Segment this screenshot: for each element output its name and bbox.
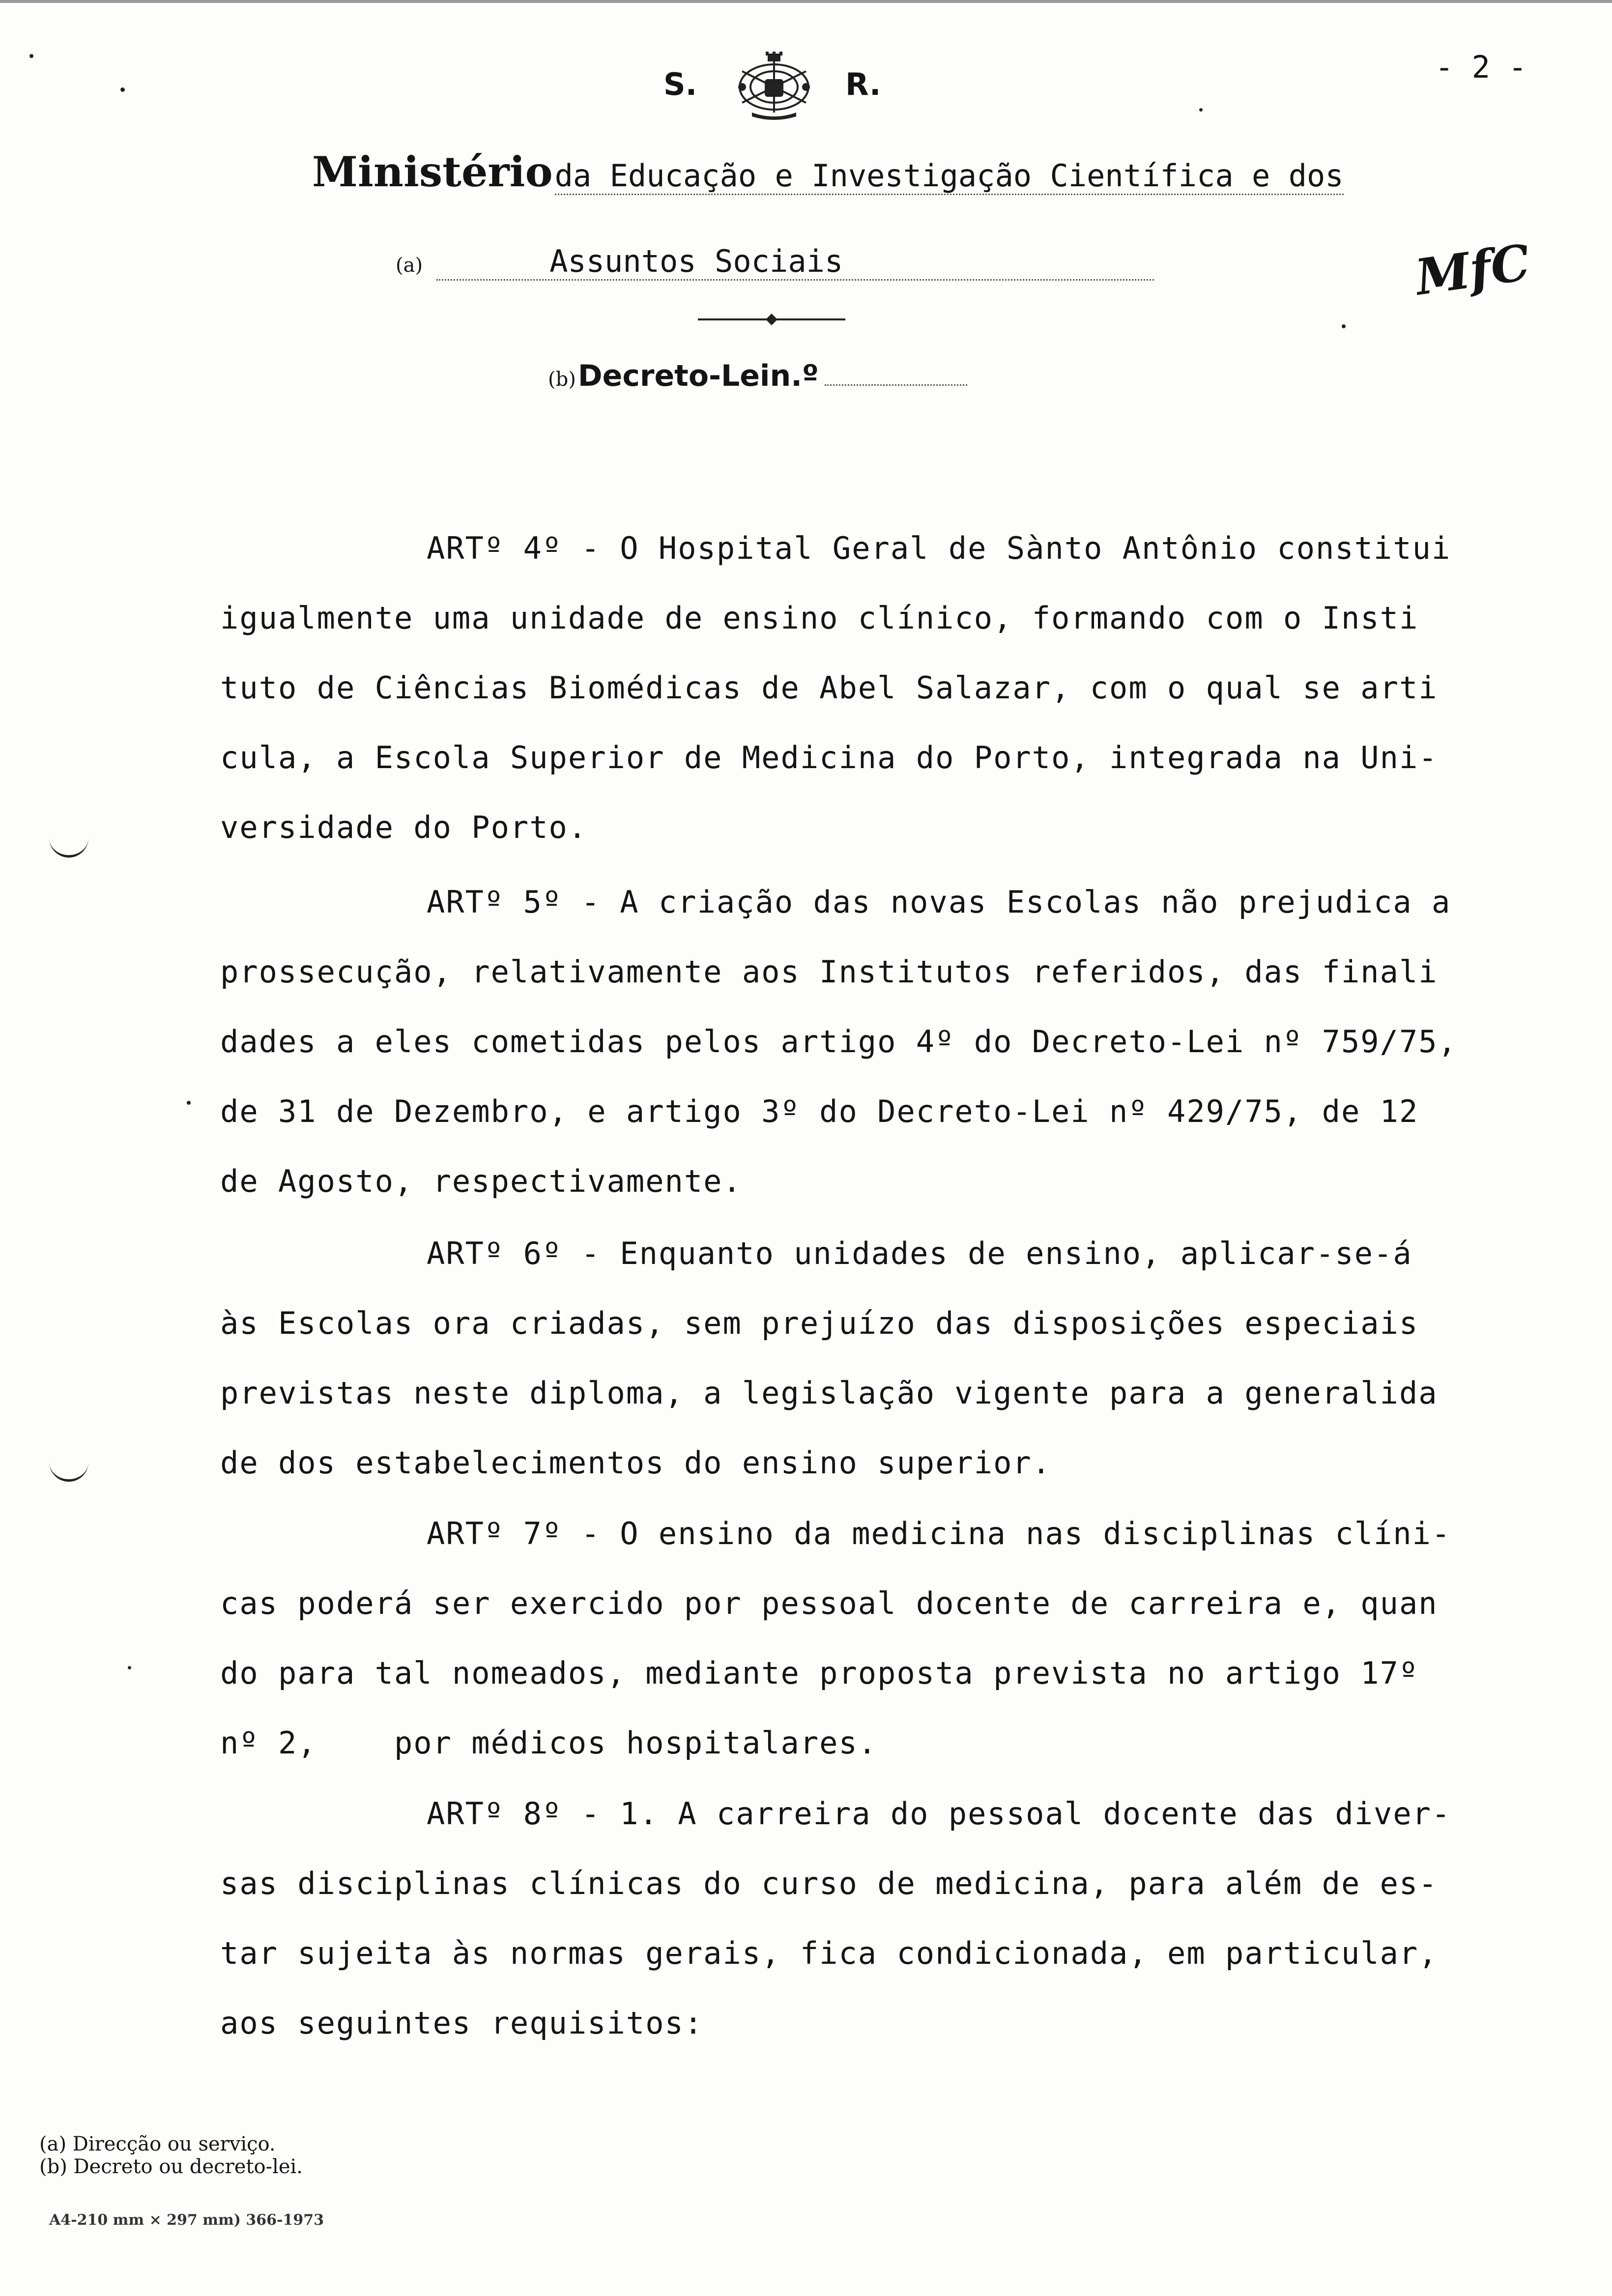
punch-hole-mark — [49, 835, 88, 858]
top-border-rule — [0, 0, 1612, 3]
article-line: tuto de Ciências Biomédicas de Abel Salazar, com o qual se arti — [220, 670, 1438, 706]
page-number: - 2 - — [1435, 49, 1527, 85]
article-line: dades a eles cometidas pelos artigo 4º do Decreto-Lei nº 759/75, — [220, 1024, 1457, 1060]
article-5 — [220, 867, 1513, 1216]
article-line: de dos estabelecimentos do ensino superior. — [220, 1445, 1052, 1481]
article-line: ARTº 5º - A criação das novas Escolas não prejudica a — [427, 884, 1451, 920]
crest-letter-s: S. — [663, 66, 697, 102]
article-line: versidade do Porto. — [220, 809, 588, 845]
scan-speck — [187, 1101, 191, 1105]
article-line: às Escolas ora criadas, sem prejuízo das disposições especiais — [220, 1305, 1419, 1341]
article-line: ARTº 6º - Enquanto unidades de ensino, aplicar-se-á — [427, 1235, 1412, 1271]
scan-speck — [120, 87, 125, 92]
footnote-b: (b) Decreto ou decreto-lei. — [39, 2155, 303, 2178]
scan-speck — [1199, 108, 1203, 112]
handwritten-initials: MfC — [1411, 233, 1534, 307]
article-line: de 31 de Dezembro, e artigo 3º do Decreto-Lei nº 429/75, de 12 — [220, 1093, 1419, 1129]
scan-speck — [1342, 324, 1346, 328]
article-line: previstas neste diploma, a legislação vigente para a generalida — [220, 1375, 1438, 1411]
article-line: tar sujeita às normas gerais, fica condicionada, em particular, — [220, 1935, 1438, 1971]
department-line — [396, 243, 1154, 281]
ministry-line — [312, 147, 1442, 196]
scan-speck — [128, 1666, 131, 1669]
ministry-name: da Educação e Investigação Científica e dos — [555, 158, 1344, 195]
scan-speck — [29, 54, 33, 58]
article-line: nº 2, por médicos hospitalares. — [220, 1725, 878, 1761]
article-8 — [220, 1779, 1513, 2058]
ministry-label: Ministério — [312, 147, 553, 196]
article-4 — [220, 514, 1513, 862]
state-crest-header — [649, 52, 904, 120]
article-line: ARTº 7º - O ensino da medicina nas disciplinas clíni- — [427, 1516, 1451, 1551]
article-6 — [220, 1219, 1513, 1498]
article-line: cula, a Escola Superior de Medicina do Porto, integrada na Uni- — [220, 740, 1438, 775]
article-line: cas poderá ser exercido por pessoal docente de carreira e, quan — [220, 1585, 1438, 1621]
article-line: do para tal nomeados, mediante proposta prevista no artigo 17º — [220, 1655, 1419, 1691]
department-value: Assuntos Sociais — [436, 243, 1154, 281]
coat-of-arms-icon — [722, 52, 826, 120]
article-line: igualmente uma unidade de ensino clínico, formando com o Insti — [220, 600, 1419, 636]
footnote-a: (a) Direcção ou serviço. — [39, 2133, 276, 2155]
footnotes — [39, 2133, 303, 2178]
article-line: ARTº 4º - O Hospital Geral de Sànto Antônio constitui — [427, 530, 1451, 566]
article-7 — [220, 1499, 1513, 1778]
form-code: A4-210 mm × 297 mm) 366-1973 — [49, 2211, 324, 2229]
article-line: prossecução, relativamente aos Institutos referidos, das finali — [220, 954, 1438, 990]
article-line: de Agosto, respectivamente. — [220, 1163, 742, 1199]
article-line: aos seguintes requisitos: — [220, 2005, 704, 2041]
article-line: ARTº 8º - 1. A carreira do pessoal docente das diver- — [427, 1796, 1451, 1832]
department-marker: (a) — [396, 254, 423, 277]
decree-line — [548, 359, 967, 393]
divider-ornament-icon — [698, 312, 845, 327]
decree-marker: (b) — [548, 368, 576, 391]
punch-hole-mark — [49, 1460, 88, 1482]
decree-blank-field — [825, 365, 967, 386]
crest-letter-r: R. — [845, 66, 881, 102]
article-line: sas disciplinas clínicas do curso de medicina, para além de es- — [220, 1866, 1438, 1901]
decree-label: Decreto-Lein.º — [577, 359, 819, 393]
